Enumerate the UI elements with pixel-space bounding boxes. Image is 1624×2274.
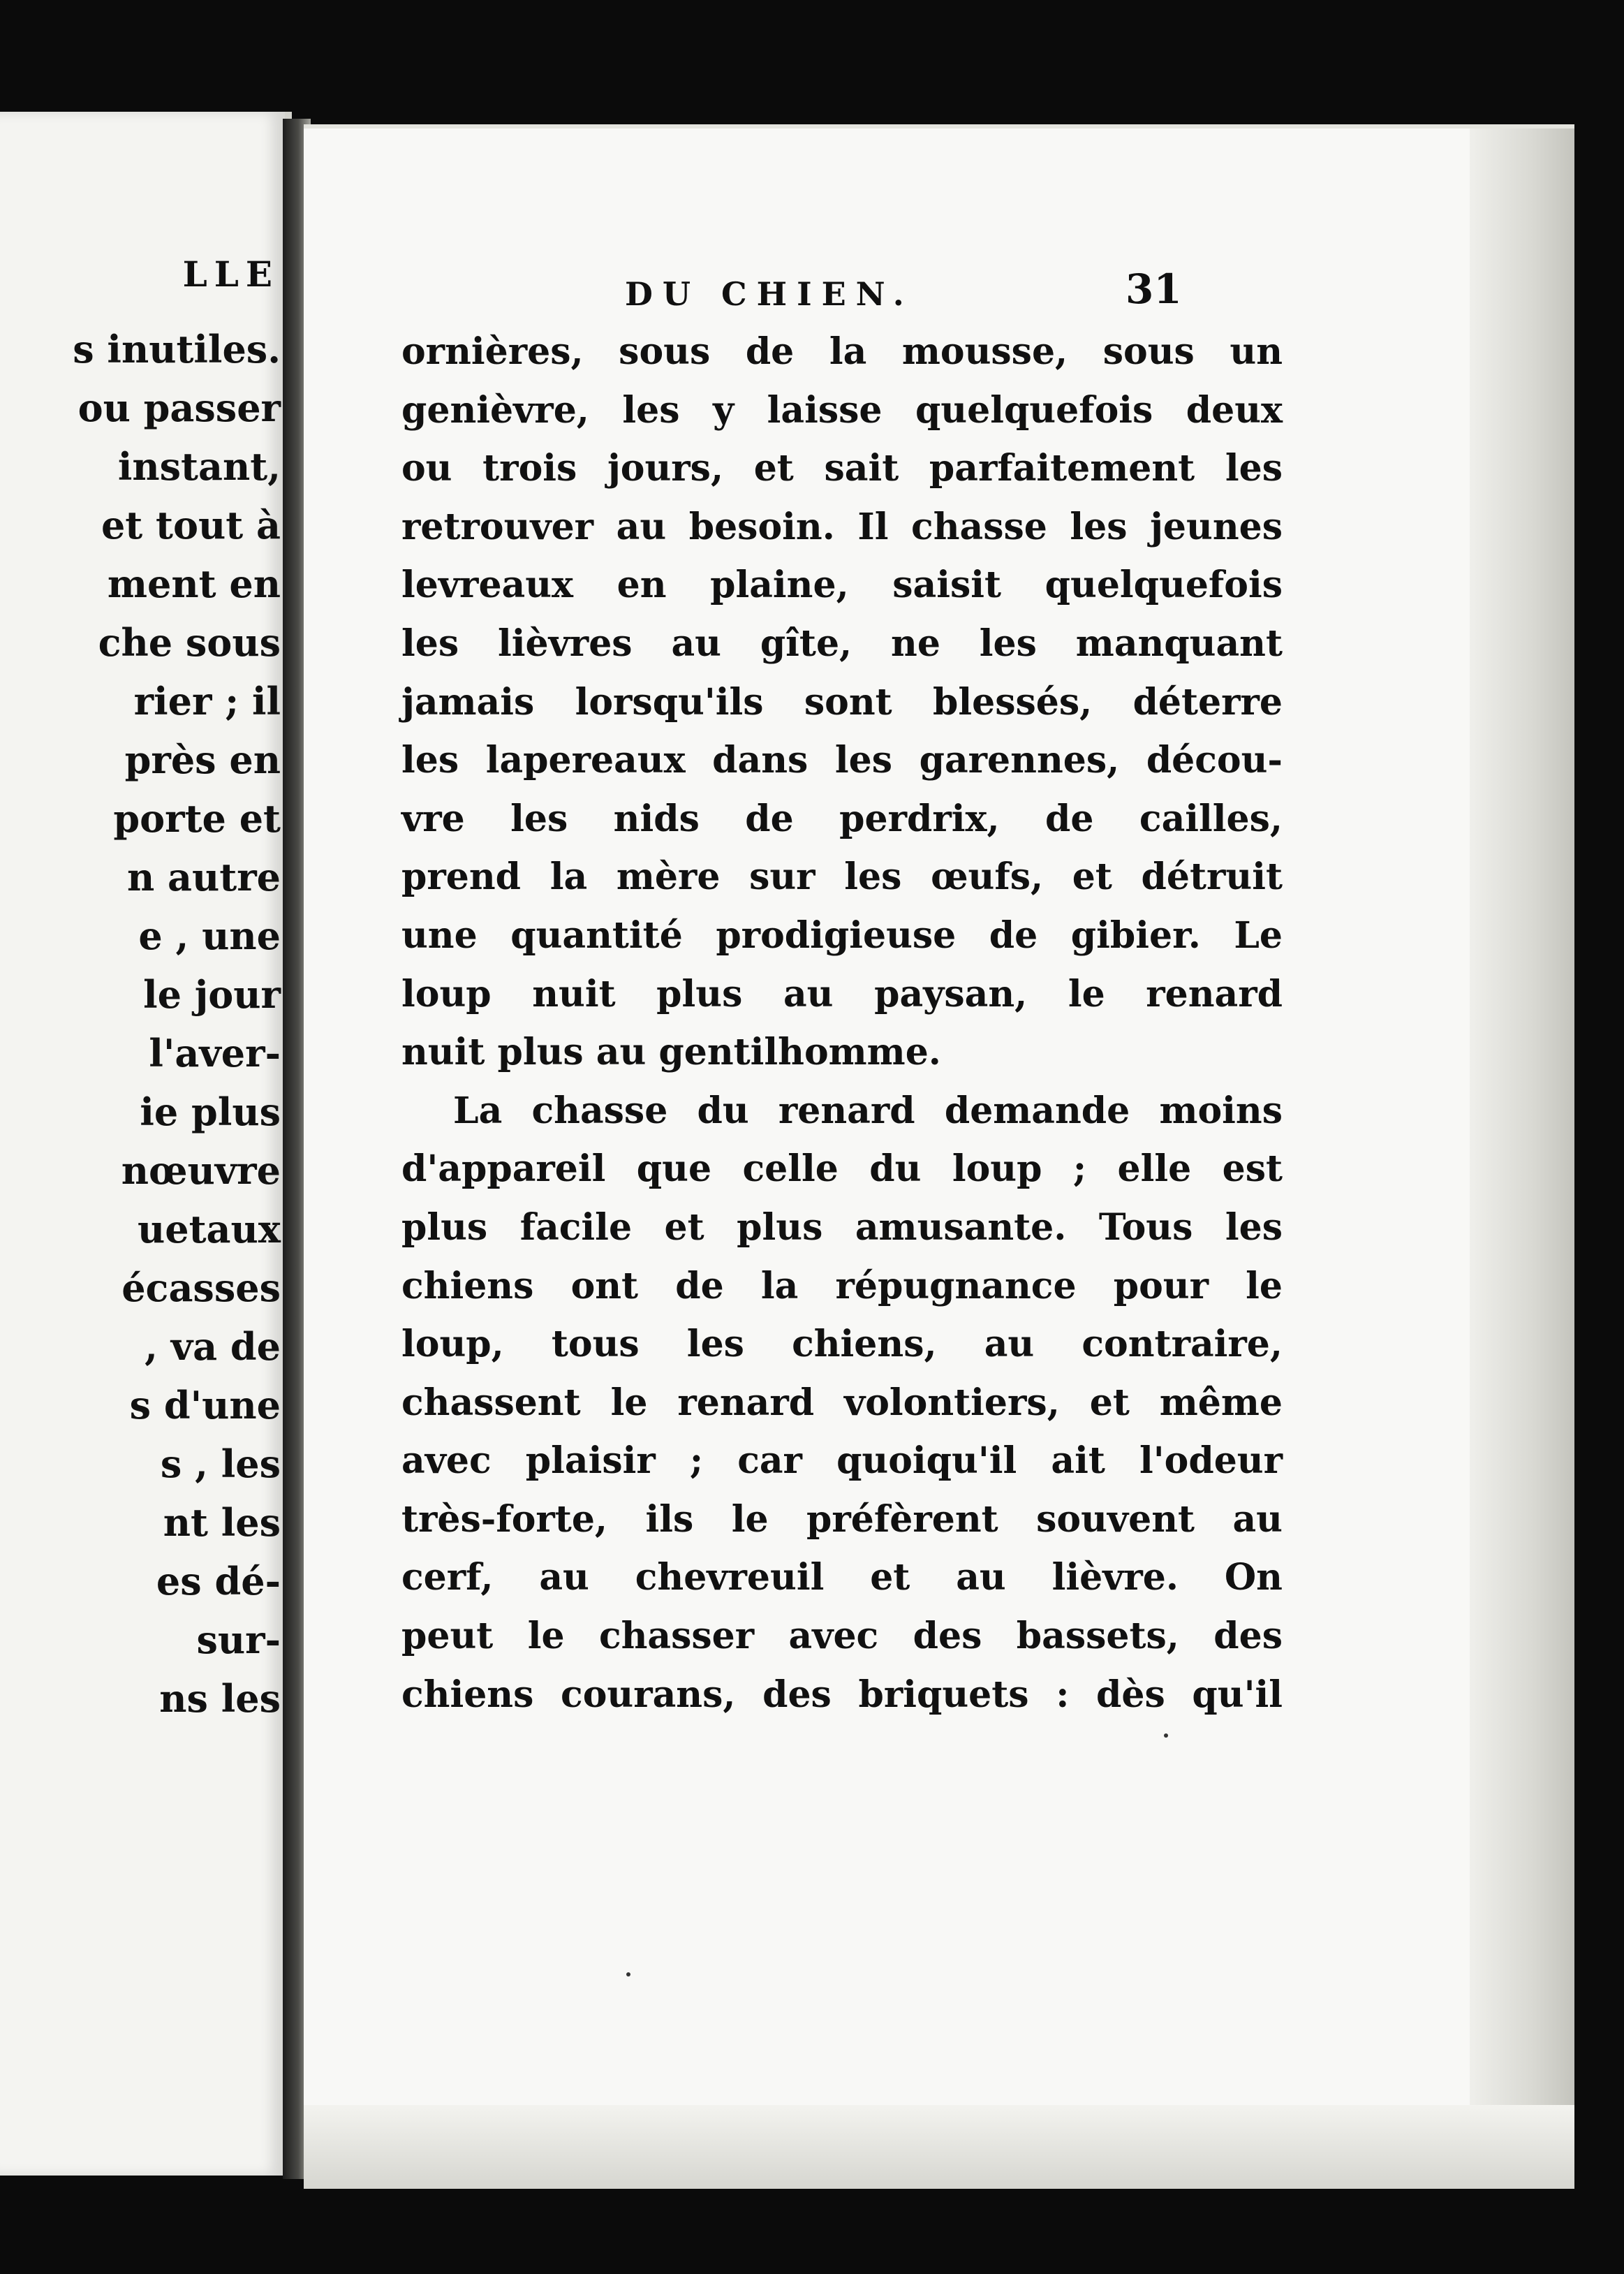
text-line: loup, tous les chiens, au contraire,: [401, 1323, 1283, 1366]
left-text-line: ou passer: [77, 386, 281, 430]
left-text-line: près en: [124, 738, 281, 782]
left-text-line: porte et: [113, 796, 281, 841]
left-text-line: s , les: [160, 1442, 281, 1486]
left-text-line: nœuvre: [121, 1148, 281, 1193]
right-page: [304, 124, 1574, 2189]
text-line: ornières, sous de la mousse, sous un: [401, 330, 1283, 373]
left-text-line: , va de: [145, 1324, 281, 1369]
left-text-line: s d'une: [129, 1383, 281, 1428]
left-page-text: [73, 320, 281, 1728]
text-line: d'appareil que celle du loup ; elle est: [401, 1147, 1283, 1191]
left-text-line: ie plus: [140, 1090, 281, 1134]
paragraph-first-line: La chasse du renard demande moins: [453, 1089, 1283, 1132]
left-text-line: n autre: [126, 855, 281, 900]
left-text-line: es dé-: [156, 1559, 281, 1604]
page-bottom-edge: [304, 2105, 1574, 2189]
left-text-line: uetaux: [137, 1207, 281, 1252]
left-page-running-head: LLE: [182, 254, 279, 295]
text-line: levreaux en plaine, saisit quelquefois: [401, 564, 1283, 607]
left-text-line: sur-: [196, 1618, 281, 1662]
page-edge: [1470, 129, 1574, 2189]
text-line: chassent le renard volontiers, et même: [401, 1381, 1283, 1424]
left-text-line: ment en: [107, 562, 281, 606]
text-line: les lièvres au gîte, ne les manquant: [401, 622, 1283, 665]
text-line: retrouver au besoin. Il chasse les jeunes: [401, 505, 1283, 548]
ink-speck: [626, 1972, 630, 1976]
paragraph-end-line: nuit plus au gentilhomme.: [401, 1031, 941, 1074]
text-line: cerf, au chevreuil et au lièvre. On: [401, 1556, 1283, 1599]
text-line: avec plaisir ; car quoiqu'il ait l'odeur: [401, 1439, 1283, 1483]
text-line: prend la mère sur les œufs, et détruit: [401, 856, 1283, 899]
left-text-line: ns les: [159, 1676, 281, 1721]
text-line: loup nuit plus au paysan, le renard: [401, 972, 1283, 1015]
text-line: vre les nids de perdrix, de cailles,: [401, 797, 1283, 840]
left-text-line: rier ; il: [133, 679, 281, 724]
left-text-line: e , une: [138, 914, 281, 958]
left-text-line: che sous: [98, 620, 281, 665]
text-line: plus facile et plus amusante. Tous les: [401, 1205, 1283, 1249]
left-text-line: le jour: [143, 972, 281, 1017]
text-line: très-forte, ils le préfèrent souvent au: [401, 1497, 1283, 1541]
left-text-line: et tout à: [101, 503, 281, 548]
left-page: [0, 112, 292, 2176]
text-line: genièvre, les y laisse quelquefois deux: [401, 388, 1283, 432]
left-text-line: instant,: [117, 444, 281, 489]
left-text-line: s inutiles.: [73, 327, 281, 372]
text-line: ou trois jours, et sait parfaitement les: [401, 447, 1283, 490]
text-line: jamais lorsqu'ils sont blessés, déterre: [401, 680, 1283, 724]
left-text-line: l'aver-: [149, 1031, 281, 1076]
text-line: peut le chasser avec des bassets, des: [401, 1615, 1283, 1658]
body-text: [401, 323, 1283, 1724]
left-text-line: écasses: [121, 1266, 281, 1310]
ink-speck: [1164, 1733, 1168, 1738]
text-line: une quantité prodigieuse de gibier. Le: [401, 914, 1283, 957]
text-line: chiens ont de la répugnance pour le: [401, 1264, 1283, 1307]
running-head: DU CHIEN.: [625, 275, 914, 313]
text-line: les lapereaux dans les garennes, décou-: [401, 739, 1283, 782]
left-text-line: nt les: [163, 1500, 281, 1545]
page-number: 31: [1125, 265, 1182, 313]
text-line: chiens courans, des briquets : dès qu'il: [401, 1673, 1283, 1716]
